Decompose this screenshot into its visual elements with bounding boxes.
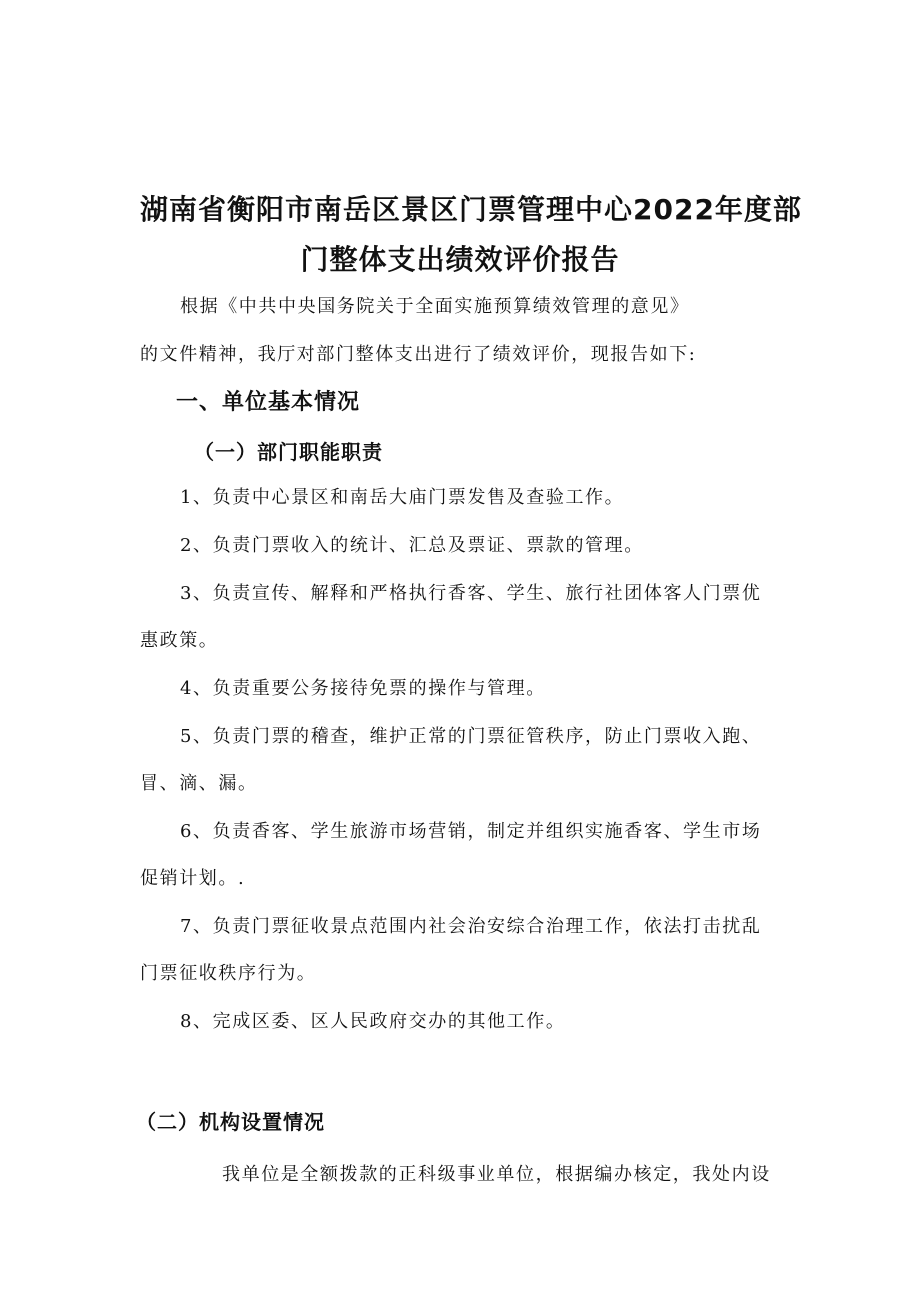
duty-item-7-line-2: 门票征收秩序行为。 — [140, 963, 317, 984]
duty-item-3-line-1: 3、负责宣传、解释和严格执行香客、学生、旅行社团体客人门票优 — [180, 583, 762, 604]
intro-paragraph-line-2: 的文件精神，我厅对部门整体支出进行了绩效评价，现报告如下: — [140, 344, 697, 365]
subsection-heading-duties: （一）部门职能职责 — [194, 440, 383, 464]
duty-item-4: 4、负责重要公务接待免票的操作与管理。 — [180, 678, 546, 699]
document-title-line-1: 湖南省衡阳市南岳区景区门票管理中心2022年度部 — [140, 193, 802, 226]
subsection-heading-organization: （二）机构设置情况 — [136, 1110, 325, 1134]
duty-item-7-line-1: 7、负责门票征收景点范围内社会治安综合治理工作，依法打击扰乱 — [180, 916, 762, 937]
duty-item-1: 1、负责中心景区和南岳大庙门票发售及查验工作。 — [180, 487, 625, 508]
section-heading-basic-info: 一、单位基本情况 — [176, 390, 361, 415]
duty-item-5-line-1: 5、负责门票的稽查，维护正常的门票征管秩序，防止门票收入跑、 — [180, 726, 762, 747]
organization-paragraph-line-1: 我单位是全额拨款的正科级事业单位，根据编办核定，我处内设 — [222, 1164, 771, 1185]
duty-item-3-line-2: 惠政策。 — [140, 630, 219, 651]
duty-item-6-line-1: 6、负责香客、学生旅游市场营销，制定并组织实施香客、学生市场 — [180, 821, 762, 842]
duty-item-6-line-2: 促销计划。. — [140, 868, 246, 889]
duty-item-5-line-2: 冒、滴、漏。 — [140, 773, 258, 794]
document-title-line-2: 门整体支出绩效评价报告 — [300, 243, 620, 276]
duty-item-8: 8、完成区委、区人民政府交办的其他工作。 — [180, 1011, 566, 1032]
duty-item-2: 2、负责门票收入的统计、汇总及票证、票款的管理。 — [180, 535, 644, 556]
intro-paragraph-line-1: 根据《中共中央国务院关于全面实施预算绩效管理的意见》 — [180, 296, 690, 317]
